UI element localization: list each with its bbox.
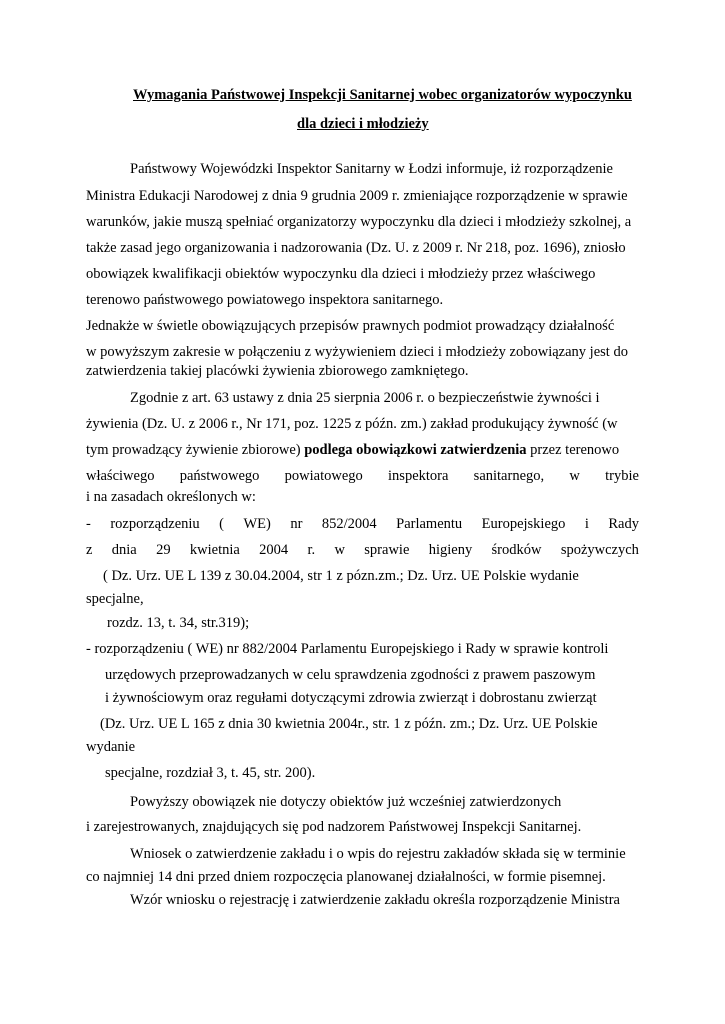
word: 29 bbox=[156, 542, 171, 558]
word: 852/2004 bbox=[321, 516, 377, 532]
text-span: tym prowadzący żywienie zbiorowe) bbox=[86, 442, 305, 458]
document-title-line-1: Wymagania Państwowej Inspekcji Sanitarnej wobec organizatorów wypoczynku bbox=[133, 87, 632, 103]
word: sprawie bbox=[364, 542, 410, 558]
word: r. bbox=[307, 542, 316, 558]
word: WE) bbox=[243, 516, 271, 532]
word: 2004 bbox=[259, 542, 289, 558]
word: Rady bbox=[608, 516, 639, 532]
text-line: obowiązek kwalifikacji obiektów wypoczynku dla dzieci i młodzieży przez właściwego bbox=[86, 266, 596, 282]
text-line: także zasad jego organizowania i nadzorowania (Dz. U. z 2009 r. Nr 218, poz. 1696), zniosło bbox=[86, 240, 626, 256]
word: i bbox=[584, 516, 589, 532]
word: trybie bbox=[605, 468, 639, 484]
text-line: - rozporządzeniu ( WE) nr 882/2004 Parlamentu Europejskiego i Rady w sprawie kontroli bbox=[86, 641, 609, 657]
text-line: i na zasadach określonych w: bbox=[86, 489, 256, 505]
word: - bbox=[86, 516, 91, 532]
word: sanitarnego, bbox=[473, 468, 545, 484]
word: z bbox=[86, 542, 93, 558]
text-line-mixed bbox=[86, 441, 619, 459]
text-line: specjalne, bbox=[86, 591, 144, 607]
word: nr bbox=[290, 516, 303, 532]
text-span: przez terenowo bbox=[526, 442, 620, 458]
word: właściwego bbox=[86, 468, 155, 484]
text-line: rozdz. 13, t. 34, str.319); bbox=[107, 615, 250, 631]
justified-line bbox=[86, 467, 639, 485]
word: państwowego bbox=[179, 468, 260, 484]
text-line: Jednakże w świetle obowiązujących przepisów prawnych podmiot prowadzący działalność bbox=[86, 318, 615, 334]
word: dnia bbox=[111, 542, 137, 558]
text-line: co najmniej 14 dni przed dniem rozpoczęcia planowanej działalności, w formie pisemnej. bbox=[86, 869, 606, 885]
text-line: warunków, jakie muszą spełniać organizatorzy wypoczynku dla dzieci i młodzieży szkolnej, a bbox=[86, 214, 632, 230]
word: Parlamentu bbox=[396, 516, 463, 532]
text-line: Wniosek o zatwierdzenie zakładu i o wpis do rejestru zakładów składa się w terminie bbox=[130, 846, 626, 862]
text-line: Powyższy obowiązek nie dotyczy obiektów już wcześniej zatwierdzonych bbox=[130, 794, 562, 810]
text-line: wydanie bbox=[86, 739, 136, 755]
word: kwietnia bbox=[189, 542, 240, 558]
word: powiatowego bbox=[284, 468, 363, 484]
text-line: zatwierdzenia takiej placówki żywienia zbiorowego zamkniętego. bbox=[86, 363, 469, 379]
word: higieny bbox=[428, 542, 473, 558]
word: w bbox=[334, 542, 345, 558]
emphasis-text: podlega obowiązkowi zatwierdzenia bbox=[304, 442, 527, 458]
justified-line bbox=[86, 515, 639, 533]
text-line: (Dz. Urz. UE L 165 z dnia 30 kwietnia 2004r., str. 1 z późn. zm.; Dz. Urz. UE Polskie bbox=[100, 716, 598, 732]
text-line: Wzór wniosku o rejestrację i zatwierdzenie zakładu określa rozporządzenie Ministra bbox=[130, 892, 620, 908]
justified-line bbox=[86, 541, 639, 559]
word: środków bbox=[491, 542, 542, 558]
word: Europejskiego bbox=[481, 516, 566, 532]
text-line: Państwowy Wojewódzki Inspektor Sanitarny w Łodzi informuje, iż rozporządzenie bbox=[130, 161, 613, 177]
text-line: ( Dz. Urz. UE L 139 z 30.04.2004, str 1 z pózn.zm.; Dz. Urz. UE Polskie wydanie bbox=[103, 568, 579, 584]
word: w bbox=[569, 468, 580, 484]
document-title-line-2: dla dzieci i młodzieży bbox=[297, 116, 429, 132]
text-line: i zarejestrowanych, znajdujących się pod nadzorem Państwowej Inspekcji Sanitarnej. bbox=[86, 819, 582, 835]
text-line: specjalne, rozdział 3, t. 45, str. 200). bbox=[105, 765, 316, 781]
word: rozporządzeniu bbox=[110, 516, 200, 532]
text-line: żywienia (Dz. U. z 2006 r., Nr 171, poz. 1225 z późn. zm.) zakład produkujący żywność (w bbox=[86, 416, 618, 432]
text-line: i żywnościowym oraz regułami dotyczącymi zdrowia zwierząt i dobrostanu zwierząt bbox=[105, 690, 597, 706]
word: inspektora bbox=[388, 468, 449, 484]
text-line: urzędowych przeprowadzanych w celu sprawdzenia zgodności z prawem paszowym bbox=[105, 667, 596, 683]
word: spożywczych bbox=[560, 542, 639, 558]
text-line: Ministra Edukacji Narodowej z dnia 9 grudnia 2009 r. zmieniające rozporządzenie w sprawie bbox=[86, 188, 628, 204]
word: ( bbox=[219, 516, 224, 532]
text-line: Zgodnie z art. 63 ustawy z dnia 25 sierpnia 2006 r. o bezpieczeństwie żywności i bbox=[130, 390, 600, 406]
text-line: w powyższym zakresie w połączeniu z wyżywieniem dzieci i młodzieży zobowiązany jest do bbox=[86, 344, 628, 360]
text-line: terenowo państwowego powiatowego inspektora sanitarnego. bbox=[86, 292, 444, 308]
